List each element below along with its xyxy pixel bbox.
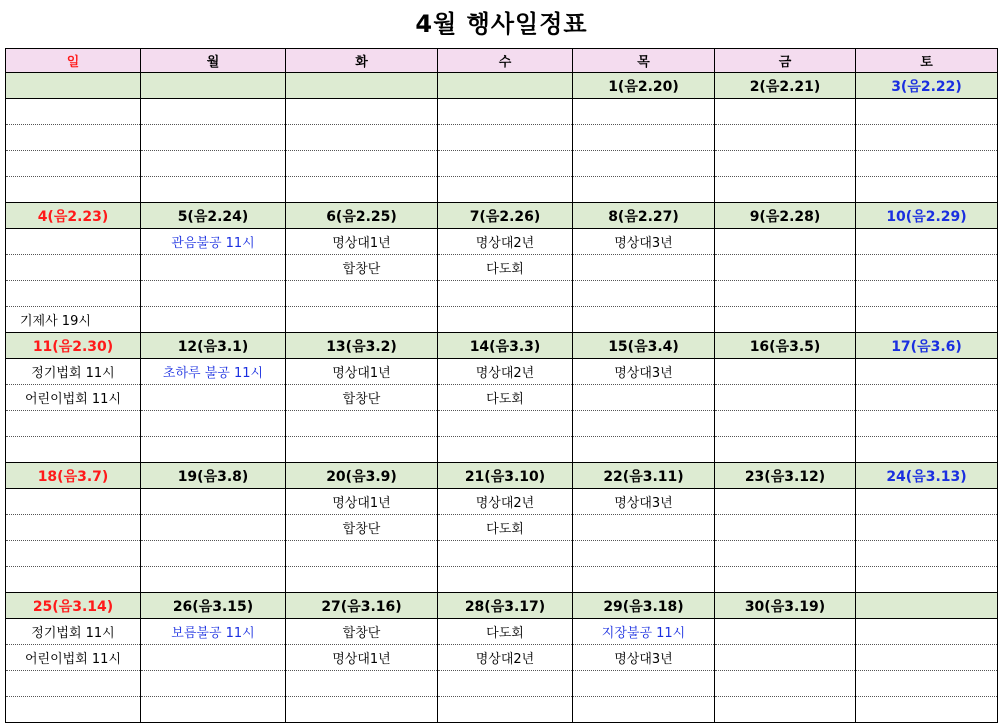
event-cell [715, 437, 856, 463]
event-cell [6, 515, 141, 541]
page-title: 4월 행사일정표 [415, 10, 588, 38]
date-cell-wed: 21(음3.10) [438, 463, 573, 489]
event-cell [856, 229, 998, 255]
event-cell [286, 411, 438, 437]
event-cell [856, 385, 998, 411]
event-cell [715, 359, 856, 385]
date-cell-sun [6, 73, 141, 99]
event-cell: 명상대1년 [286, 489, 438, 515]
date-cell-fri: 2(음2.21) [715, 73, 856, 99]
event-cell: 정기법회 11시 [6, 619, 141, 645]
date-cell-mon: 5(음2.24) [141, 203, 286, 229]
date-cell-mon: 12(음3.1) [141, 333, 286, 359]
event-cell [6, 567, 141, 593]
event-cell [715, 515, 856, 541]
event-cell [6, 151, 141, 177]
date-cell-sat: 10(음2.29) [856, 203, 998, 229]
date-cell-thu: 15(음3.4) [573, 333, 715, 359]
event-cell: 합창단 [286, 515, 438, 541]
event-cell [141, 125, 286, 151]
event-cell [286, 697, 438, 723]
event-row [6, 489, 998, 515]
event-cell [141, 671, 286, 697]
event-cell [286, 125, 438, 151]
event-cell: 어린이법회 11시 [6, 385, 141, 411]
event-cell [6, 281, 141, 307]
event-cell [715, 255, 856, 281]
event-cell [6, 255, 141, 281]
event-cell: 관음불공 11시 [141, 229, 286, 255]
event-cell [715, 697, 856, 723]
event-row [6, 151, 998, 177]
event-cell [286, 567, 438, 593]
event-cell [438, 281, 573, 307]
event-cell: 다도회 [438, 619, 573, 645]
event-cell [286, 151, 438, 177]
event-cell [573, 411, 715, 437]
date-cell-thu: 1(음2.20) [573, 73, 715, 99]
event-cell [6, 697, 141, 723]
event-row [6, 385, 998, 411]
event-cell: 다도회 [438, 515, 573, 541]
event-row [6, 671, 998, 697]
event-cell [856, 697, 998, 723]
date-cell-mon: 19(음3.8) [141, 463, 286, 489]
event-cell [141, 541, 286, 567]
event-cell: 보름불공 11시 [141, 619, 286, 645]
event-cell: 명상대2년 [438, 229, 573, 255]
event-row [6, 255, 998, 281]
date-cell-sun: 18(음3.7) [6, 463, 141, 489]
event-cell [6, 437, 141, 463]
event-cell [856, 619, 998, 645]
weekday-mon: 월 [141, 49, 286, 73]
week-date-row [6, 203, 998, 229]
event-cell [715, 645, 856, 671]
event-cell [856, 255, 998, 281]
event-cell [438, 541, 573, 567]
event-row [6, 411, 998, 437]
event-cell [856, 515, 998, 541]
event-cell [438, 671, 573, 697]
event-row [6, 645, 998, 671]
weekday-sun: 일 [6, 49, 141, 73]
date-cell-tue: 13(음3.2) [286, 333, 438, 359]
event-cell: 어린이법회 11시 [6, 645, 141, 671]
date-cell-sun: 25(음3.14) [6, 593, 141, 619]
event-cell [438, 99, 573, 125]
date-cell-wed: 28(음3.17) [438, 593, 573, 619]
date-cell-wed: 14(음3.3) [438, 333, 573, 359]
event-cell [6, 99, 141, 125]
event-cell [715, 671, 856, 697]
event-cell: 명상대1년 [286, 645, 438, 671]
event-cell: 명상대3년 [573, 229, 715, 255]
event-cell [573, 307, 715, 333]
event-cell [6, 671, 141, 697]
event-cell: 명상대3년 [573, 489, 715, 515]
event-cell [573, 281, 715, 307]
event-cell [6, 125, 141, 151]
event-cell [286, 177, 438, 203]
event-cell [286, 307, 438, 333]
event-cell: 초하루 불공 11시 [141, 359, 286, 385]
event-cell [856, 671, 998, 697]
event-cell [715, 489, 856, 515]
weekday-wed: 수 [438, 49, 573, 73]
event-cell: 합창단 [286, 255, 438, 281]
date-cell-thu: 8(음2.27) [573, 203, 715, 229]
event-cell [573, 567, 715, 593]
event-row [6, 541, 998, 567]
date-cell-mon: 26(음3.15) [141, 593, 286, 619]
event-cell [573, 255, 715, 281]
event-row [6, 99, 998, 125]
event-cell [856, 489, 998, 515]
event-cell [856, 307, 998, 333]
event-cell [286, 437, 438, 463]
event-cell [141, 255, 286, 281]
event-cell [856, 411, 998, 437]
date-cell-fri: 30(음3.19) [715, 593, 856, 619]
event-row [6, 177, 998, 203]
event-cell [573, 697, 715, 723]
event-cell [141, 99, 286, 125]
event-cell [141, 697, 286, 723]
event-cell [856, 99, 998, 125]
event-cell [856, 541, 998, 567]
calendar-table [5, 48, 998, 723]
event-cell: 합창단 [286, 619, 438, 645]
event-cell [438, 411, 573, 437]
date-cell-fri: 9(음2.28) [715, 203, 856, 229]
event-cell [715, 125, 856, 151]
event-row [6, 619, 998, 645]
date-cell-mon [141, 73, 286, 99]
event-cell [286, 281, 438, 307]
event-cell [573, 385, 715, 411]
event-cell: 기제사 19시 [6, 307, 141, 333]
date-cell-fri: 23(음3.12) [715, 463, 856, 489]
event-cell [715, 541, 856, 567]
event-cell [286, 671, 438, 697]
event-cell [573, 437, 715, 463]
date-cell-sat: 24(음3.13) [856, 463, 998, 489]
event-row [6, 697, 998, 723]
date-cell-thu: 22(음3.11) [573, 463, 715, 489]
event-cell [856, 151, 998, 177]
date-cell-thu: 29(음3.18) [573, 593, 715, 619]
event-cell: 명상대2년 [438, 359, 573, 385]
event-cell: 합창단 [286, 385, 438, 411]
event-cell: 명상대1년 [286, 359, 438, 385]
weekday-thu: 목 [573, 49, 715, 73]
event-cell [573, 125, 715, 151]
date-cell-wed [438, 73, 573, 99]
event-cell [856, 177, 998, 203]
event-cell [715, 567, 856, 593]
event-row [6, 437, 998, 463]
date-cell-tue: 6(음2.25) [286, 203, 438, 229]
event-cell [141, 411, 286, 437]
week-date-row [6, 593, 998, 619]
event-row [6, 229, 998, 255]
event-cell [141, 645, 286, 671]
event-cell [6, 411, 141, 437]
event-cell [856, 567, 998, 593]
event-cell: 명상대3년 [573, 645, 715, 671]
event-cell [856, 125, 998, 151]
date-cell-tue: 20(음3.9) [286, 463, 438, 489]
event-cell [573, 541, 715, 567]
event-cell [715, 151, 856, 177]
event-cell [141, 385, 286, 411]
event-cell [141, 489, 286, 515]
week-date-row [6, 463, 998, 489]
event-cell [286, 541, 438, 567]
event-cell [141, 281, 286, 307]
event-row [6, 567, 998, 593]
event-cell [715, 307, 856, 333]
weekday-tue: 화 [286, 49, 438, 73]
event-cell [438, 151, 573, 177]
date-cell-sat [856, 593, 998, 619]
event-cell [715, 281, 856, 307]
event-cell [286, 99, 438, 125]
date-cell-sat: 3(음2.22) [856, 73, 998, 99]
event-cell [715, 99, 856, 125]
event-cell [438, 437, 573, 463]
event-cell [573, 671, 715, 697]
event-cell [141, 515, 286, 541]
event-row [6, 359, 998, 385]
event-row [6, 125, 998, 151]
event-cell [141, 177, 286, 203]
event-cell [856, 437, 998, 463]
event-cell [856, 281, 998, 307]
event-cell [715, 411, 856, 437]
date-cell-sat: 17(음3.6) [856, 333, 998, 359]
event-cell [715, 619, 856, 645]
event-cell [141, 567, 286, 593]
event-cell [6, 489, 141, 515]
date-cell-wed: 7(음2.26) [438, 203, 573, 229]
date-cell-sun: 4(음2.23) [6, 203, 141, 229]
event-cell: 명상대1년 [286, 229, 438, 255]
event-cell [141, 437, 286, 463]
date-cell-tue: 27(음3.16) [286, 593, 438, 619]
event-cell [715, 229, 856, 255]
event-cell [6, 541, 141, 567]
event-cell: 명상대2년 [438, 645, 573, 671]
event-row [6, 515, 998, 541]
event-cell: 명상대3년 [573, 359, 715, 385]
event-cell [6, 229, 141, 255]
weekday-sat: 토 [856, 49, 998, 73]
event-cell [573, 515, 715, 541]
event-cell [573, 99, 715, 125]
event-cell [438, 697, 573, 723]
event-cell: 다도회 [438, 255, 573, 281]
event-cell [438, 177, 573, 203]
event-cell [438, 125, 573, 151]
event-cell [715, 177, 856, 203]
date-cell-fri: 16(음3.5) [715, 333, 856, 359]
event-cell [856, 645, 998, 671]
event-row [6, 281, 998, 307]
event-cell [573, 177, 715, 203]
event-cell: 명상대2년 [438, 489, 573, 515]
week-date-row [6, 73, 998, 99]
event-cell: 정기법회 11시 [6, 359, 141, 385]
date-cell-sun: 11(음2.30) [6, 333, 141, 359]
weekday-fri: 금 [715, 49, 856, 73]
event-cell [573, 151, 715, 177]
date-cell-tue [286, 73, 438, 99]
event-cell [141, 307, 286, 333]
event-cell: 지장불공 11시 [573, 619, 715, 645]
event-cell [438, 307, 573, 333]
event-cell [856, 359, 998, 385]
event-row [6, 307, 998, 333]
event-cell [438, 567, 573, 593]
event-cell [715, 385, 856, 411]
event-cell [6, 177, 141, 203]
event-cell [141, 151, 286, 177]
weekday-header-row [6, 49, 998, 73]
week-date-row [6, 333, 998, 359]
event-cell: 다도회 [438, 385, 573, 411]
